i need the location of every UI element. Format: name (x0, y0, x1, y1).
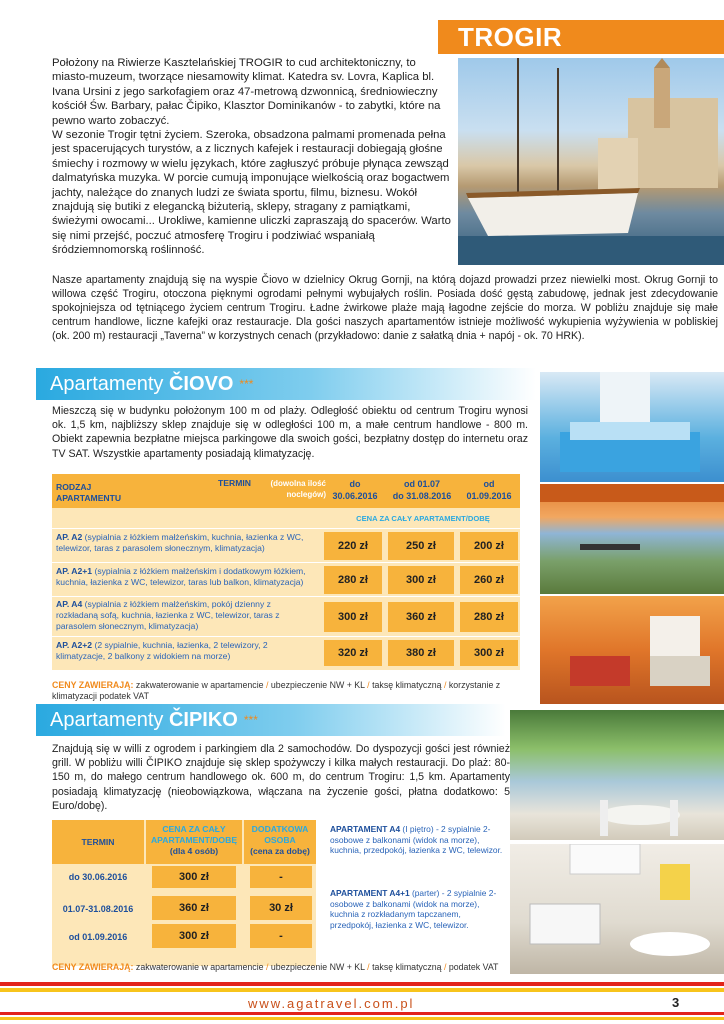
row-label (56, 566, 314, 588)
section-heading-bold: ČIOVO (168, 373, 234, 395)
header-extra-note: (cena za dobę) (250, 846, 310, 856)
apartment-code: AP. A2+2 (56, 640, 93, 650)
price-cell: 300 zł (152, 866, 236, 888)
intro-paragraph-2: W sezonie Trogir tętni życiem. Szeroka, obsadzona palmami promenada pełna jest spacerujących turystów, a z licznych kafejek i restauracji dobiegają głośne śmiechy i rozmowy w wielu językach, które zagłuszyć próbuje płynąca zewsząd dalmatyńska muzyka. W porcie cumują imponujące wielkością oraz bogactwem jachty, należące do znanych ludzi ze świata sportu, filmu, biznesu. Wokół znajdują się butiki z elegancką biżuterią, sklepy, stragany z pamiątkami, świeżymi owocami... Urokliwe, kamienne uliczki zapraszają do spacerów. Warto się nimi przejść, poczuć atmosferę Trogiru i podziwiać wspaniałą śródziemnomorską roślinność. (52, 129, 451, 257)
col-header-line: 01.09.2016 (466, 491, 512, 501)
star-rating: *** (239, 377, 254, 391)
apartment-desc: (2 sypialnie, kuchnia, łazienka, 2 telewizory, 2 klimatyzacje, 2 balkony z widokiem na morze) (56, 640, 268, 661)
term-cell: do 30.06.2016 (68, 872, 128, 882)
col-header-2 (386, 478, 458, 502)
row-label (56, 640, 314, 662)
includes-item: zakwaterowanie w apartamencie (135, 680, 264, 690)
section-heading-bold: ČIPIKO (168, 709, 238, 731)
cipiko-price-includes: CENY ZAWIERAJĄ: zakwaterowanie w apartamencie / ubezpieczenie NW + KL / taksę klimatyczną / podatek VAT (52, 962, 499, 972)
col-header-line: od 01.07 (403, 479, 441, 489)
includes-item: taksę klimatyczną (372, 962, 442, 972)
apartment-desc: (sypialnia z łóżkiem małżeńskim, kuchnia, łazienka z WC, telewizor, taras z parasolem słonecznym, klimatyzacja) (56, 532, 304, 553)
includes-item: ubezpieczenie NW + KL (270, 680, 365, 690)
apartment-code: AP. A4 (56, 599, 83, 609)
includes-label: CENY ZAWIERAJĄ: (52, 680, 134, 690)
price-cell: 250 zł (388, 532, 454, 560)
apartment-a4plus1-text: (parter) - 2 sypialnie 2-osobowe z balkonami (widok na morze), kuchnia z rozkładanym tapczanem, przedpokój, łazienka z WC, telewizor. (330, 888, 497, 930)
page-title: TROGIR (438, 20, 724, 54)
cipiko-description: Znajdują się w willi z ogrodem i parkingiem dla 2 samochodów. Do dyspozycji gości jest również grill. W pobliżu willi ČIPIKO znajduje się sklep spożywczy i kilka małych restauracji. Do plaż: 80-150 m, do małego centrum handlowego ok. 600 m, do centrum Trogiru: 1,5 km. Apartamenty posiadają klimatyzację (nieobowiązkowa, włączana na życzenie gości, płatna dodatkowo: 5 Euro/dobę). (52, 743, 510, 812)
price-cell: 220 zł (324, 532, 382, 560)
term-cell: 01.07-31.08.2016 (62, 904, 134, 914)
ciovo-description: Mieszczą się w budynku położonym 100 m od plaży. Odległość obiektu od centrum Trogiru wynosi ok. 1,5 km, najbliższy sklep znajduje się w odległości 100 m, a małe centrum handlowe - 800 m. Obiekt zapewnia bezpłatne miejsca parkingowe dla swoich gości, bezpłatny dostęp do internetu oraz TV SAT. Wszystkie apartamenty posiadają klimatyzację. (52, 405, 528, 460)
apartment-a4-note (330, 824, 506, 856)
extra-cell: 30 zł (250, 896, 312, 920)
header-termin: TERMIN (218, 478, 251, 488)
ciovo-price-includes: CENY ZAWIERAJĄ: zakwaterowanie w apartamencie / ubezpieczenie NW + KL / taksę klimatyczną / korzystanie z klimatyzacji podatek VAT (52, 680, 501, 701)
row-label (56, 599, 314, 632)
star-rating: *** (243, 713, 258, 727)
balcony-photo (510, 710, 724, 840)
apartment-code: AP. A2 (56, 532, 83, 542)
footer-stripe (0, 1017, 724, 1020)
footer-url-link[interactable]: www.agatravel.com.pl (248, 996, 415, 1011)
price-cell: 360 zł (388, 602, 454, 632)
includes-label: CENY ZAWIERAJĄ: (52, 962, 134, 972)
includes-item: taksę klimatyczną (372, 680, 442, 690)
col-header-3 (458, 478, 520, 502)
price-cell: 200 zł (460, 532, 518, 560)
price-cell: 280 zł (324, 566, 382, 594)
apartment-a4plus1-title: APARTAMENT A4+1 (330, 888, 410, 898)
section-heading-cipiko (36, 704, 506, 736)
col-header-line: do 31.08.2016 (392, 491, 452, 501)
section-heading-ciovo (36, 368, 536, 400)
apartment-desc: (sypialnia z łóżkiem małżeńskim, pokój dzienny z rozkładaną sofą, kuchnia, łazienka z WC, telewizor, taras z parasolem słonecznym, klimatyzacja) (56, 599, 280, 631)
header-price-label: CENA ZA CAŁY APARTAMENT/DOBĘ (150, 824, 238, 845)
bedroom-photo (540, 372, 724, 482)
ciovo-location-paragraph: Nasze apartamenty znajdują się na wyspie Čiovo w dzielnicy Okrug Gornji, na którą dojazd prowadzi przez niewielki most. Okrug Gornji to willowa część Trogiru, otoczona pięknymi ogrodami pełnymi wybujałych roślin. Posiada dość gęstą zabudowę, jednak jest zdecydowanie spokojniejsza od tętniącego życiem centrum Trogiru. Ładne żwirkowe plaże mają łagodne zejście do morza. W pobliżu znajduje się małe centrum handlowe, liczne kafejki oraz restauracje. Dla gości naszych apartamentów istnieje możliwość wykupienia wyżywienia w pobliskiej (ok. 200 m) restauracji „Taverna” w korzystnych cenach (przykładowo: danie z sałatką dnia + napój - ok. 70 HRK). (52, 274, 718, 343)
table-row (52, 562, 520, 596)
term-cell: od 01.09.2016 (68, 932, 128, 942)
ciovo-price-table (52, 474, 520, 670)
apartment-a4plus1-note (330, 888, 506, 930)
footer-stripe (0, 988, 724, 992)
price-caption: CENA ZA CAŁY APARTAMENT/DOBĘ (356, 514, 490, 523)
header-price (146, 820, 242, 864)
section-heading-light: Apartamenty (50, 373, 169, 395)
trogir-harbour-photo (458, 58, 724, 265)
section-heading-light: Apartamenty (50, 709, 169, 731)
footer-stripe (0, 1012, 724, 1015)
includes-item: zakwaterowanie w apartamencie (135, 962, 264, 972)
col-header-line: 30.06.2016 (332, 491, 378, 501)
header-termin: TERMIN (52, 820, 144, 864)
includes-item: ubezpieczenie NW + KL (270, 962, 365, 972)
page-number: 3 (672, 995, 680, 1010)
header-extra-label: DODATKOWA OSOBA (251, 824, 309, 845)
header-termin-note: (dowolna ilość noclegów) (270, 479, 326, 499)
header-type-label-1: RODZAJ (56, 482, 92, 492)
col-header-1 (324, 478, 386, 502)
table-row (52, 596, 520, 636)
table-row (52, 528, 520, 562)
price-cell: 300 zł (324, 602, 382, 632)
extra-cell: - (250, 866, 312, 888)
col-header-line: od (483, 479, 495, 489)
header-extra-person (244, 820, 316, 864)
col-header-line: do (349, 479, 361, 489)
apartment-code: AP. A2+1 (56, 566, 93, 576)
footer-stripe (0, 982, 724, 986)
includes-item: podatek VAT (448, 962, 499, 972)
price-cell: 360 zł (152, 896, 236, 920)
row-label (56, 532, 314, 554)
includes-item: korzystanie z klimatyzacji podatek VAT (52, 680, 501, 701)
header-price-note: (dla 4 osób) (169, 846, 219, 856)
intro-paragraph-1: Położony na Riwierze Kasztelańskiej TROGIR to cud architektoniczny, to miasto-muzeum, tworzące niesamowity klimat. Katedra sv. Lovra, Kaplica bl. Ivana Ursini z jego sarkofagiem oraz 47-metrową dzwonnicą, średniowieczny kościół Św. Barbary, pałac Čipiko, Klasztor Dominikanów - to zabytki, które na pewno warto zobaczyć. (52, 57, 441, 127)
extra-cell: - (250, 924, 312, 948)
table-row (52, 636, 520, 670)
price-cell: 300 zł (152, 924, 236, 948)
intro-text (52, 56, 452, 258)
cipiko-price-table (52, 820, 316, 966)
apartment-a4-title: APARTAMENT A4 (330, 824, 401, 834)
price-cell: 300 zł (460, 640, 518, 666)
price-cell: 280 zł (460, 602, 518, 632)
price-cell: 300 zł (388, 566, 454, 594)
living-room-photo (540, 596, 724, 704)
header-type-label-2: APARTAMENTU (56, 493, 122, 503)
kitchen-photo (510, 844, 724, 974)
price-cell: 320 zł (324, 640, 382, 666)
price-cell: 380 zł (388, 640, 454, 666)
apartment-a4-text: (I piętro) - 2 sypialnie 2-osobowe z balkonami (widok na morze), kuchnia, przedpokój, łazienka z WC, telewizor. (330, 824, 503, 856)
price-cell: 260 zł (460, 566, 518, 594)
apartment-desc: (sypialnia z łóżkiem małżeńskim i dodatkowym łóżkiem, kuchnia, łazienka z WC, telewizor, taras lub balkon, klimatyzacja) (56, 566, 306, 587)
terrace-photo (540, 484, 724, 594)
